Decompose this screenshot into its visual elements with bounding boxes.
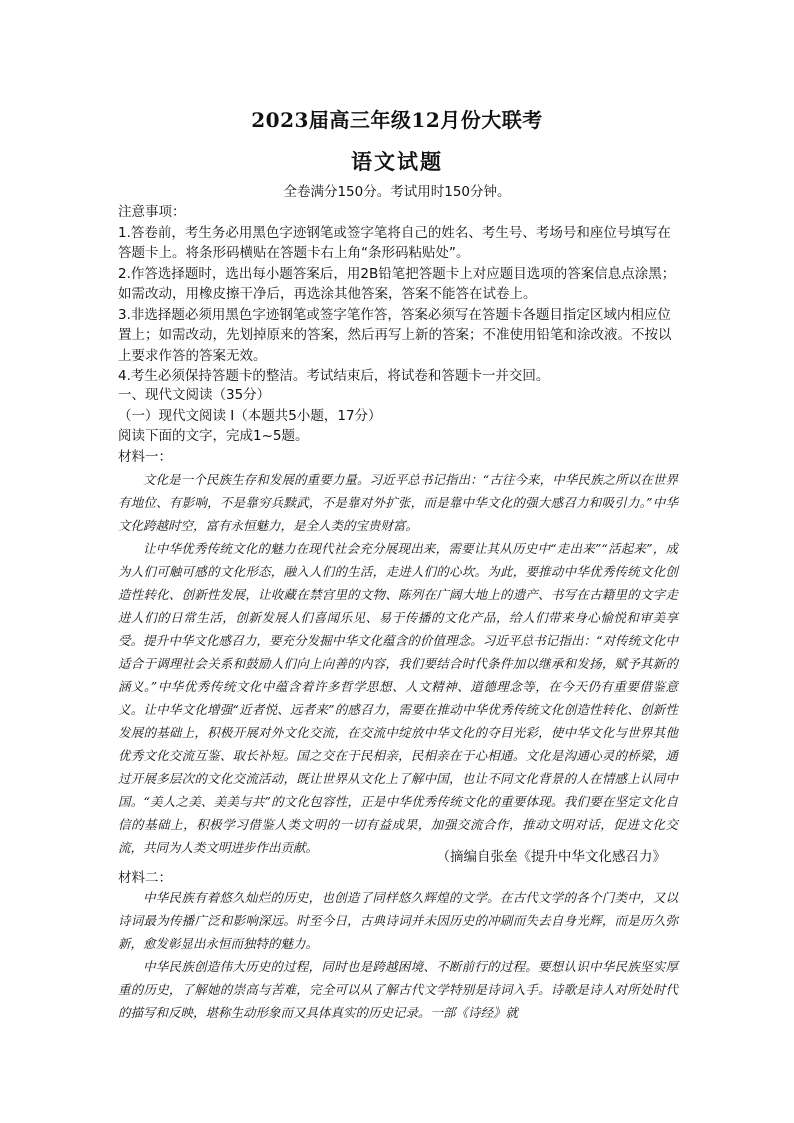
note-item: 1.答卷前，考生务必用黑色字迹钢笔或签字笔将自己的姓名、考生号、考场号和座位号填写在答题卡上。将条形码横贴在答题卡右上角“条形码粘贴处”。 (118, 224, 671, 261)
material1-label: 材料一： (118, 448, 172, 465)
paragraph: 文化是一个民族生存和发展的重要力量。习近平总书记指出：“古往今来，中华民族之所以在世界有地位、有影响，不是靠穷兵黩武，不是靠对外扩张，而是靠中华文化的强大感召力和吸引力。”中华文化跨越时空，富有永恒魅力，是全人类的宝贵财富。 (118, 472, 678, 533)
notes-heading: 注意事项： (118, 204, 186, 220)
subject-title: 语文试题 (351, 149, 443, 174)
notes-section (118, 202, 678, 387)
sub-heading: （一）现代文阅读 I（本题共5小题，17分） (118, 407, 382, 424)
material2-label: 材料二： (118, 870, 172, 886)
paragraph: 让中华优秀传统文化的魅力在现代社会充分展现出来，需要让其从历史中“走出来”“活起来”，成为人们可触可感的文化形态，融入人们的生活，走进人们的心坎。为此，要推动中华优秀传统文化创造性转化、创新性发展，让收藏在禁宫里的文物、陈列在广阔大地上的遗产、书写在古籍里的文字走进人们的日常生活，创新发展人们喜闻乐见、易于传播的文化产品，给人们带来身心愉悦和审美享受。提升中华文化感召力，要充分发掘中华文化蕴含的价值理念。习近平总书记指出：“对传统文化中适合于调理社会关系和鼓励人们向上向善的内容，我们要结合时代条件加以继承和发扬，赋予其新的涵义。”中华优秀传统文化中蕴含着许多哲学思想、人文精神、道德理念等，在今天仍有重要借鉴意义。让中华文化增强“近者悦、远者来”的感召力，需要在推动中华优秀传统文化创造性转化、创新性发展的基础上，积极开展对外文化交流，在交流中绽放中华文化的夺目光彩，使中华文化与世界其他优秀文化交流互鉴、取长补短。国之交在于民相亲，民相亲在于心相通。文化是沟通心灵的桥梁，通过开展多层次的文化交流活动，既让世界从文化上了解中国，也让不同文化背景的人在情感上认同中国。“美人之美、美美与共”的文化包容性，正是中华优秀传统文化的重要体现。我们要在坚定文化自信的基础上，积极学习借鉴人类文明的一切有益成果，加强交流合作，推动文明对话，促进文化交流，共同为人类文明进步作出贡献。 (118, 541, 678, 855)
exam-title: 2023届高三年级12月份大联考 (251, 108, 543, 132)
instruction-line: 阅读下面的文字，完成1~5题。 (118, 428, 309, 444)
material1-source: （摘编自张垒《提升中华文化感召力》 (436, 849, 666, 865)
material1-text (118, 468, 678, 859)
note-item: 3.非选择题必须用黑色字迹钢笔或签字笔作答，答案必须写在答题卡各题目指定区域内相应位置上；如需改动，先划掉原来的答案，然后再写上新的答案；不准使用铅笔和涂改液。不按以上要求作答的答案无效。 (118, 306, 672, 364)
part-heading: 一、现代文阅读（35分） (118, 387, 271, 403)
note-item: 4.考生必须保持答题卡的整洁。考试结束后，将试卷和答题卡一并交回。 (118, 368, 550, 384)
score-time-line: 全卷满分150分。考试用时150分钟。 (283, 184, 511, 200)
paragraph: 中华民族有着悠久灿烂的历史，也创造了同样悠久辉煌的文学。在古代文学的各个门类中，又以诗词最为传播广泛和影响深远。时至今日，古典诗词并未因历史的冲刷而失去自身光辉，而是历久弥新，愈发彰显出永恒而独特的魅力。 (118, 890, 678, 951)
paragraph: 中华民族创造伟大历史的过程，同时也是跨越困境、不断前行的过程。要想认识中华民族坚实厚重的历史，了解她的崇高与苦难，完全可以从了解古代文学特别是诗词入手。诗歌是诗人对所处时代的描写和反映，堪称生动形象而又具体真实的历史记录。一部《诗经》就 (118, 959, 678, 1020)
note-item: 2.作答选择题时，选出每小题答案后，用2B铅笔把答题卡上对应题目选项的答案信息点涂黑；如需改动，用橡皮擦干净后，再选涂其他答案，答案不能答在试卷上。 (118, 265, 676, 302)
material2-text (118, 886, 678, 1024)
section-header (118, 385, 678, 467)
